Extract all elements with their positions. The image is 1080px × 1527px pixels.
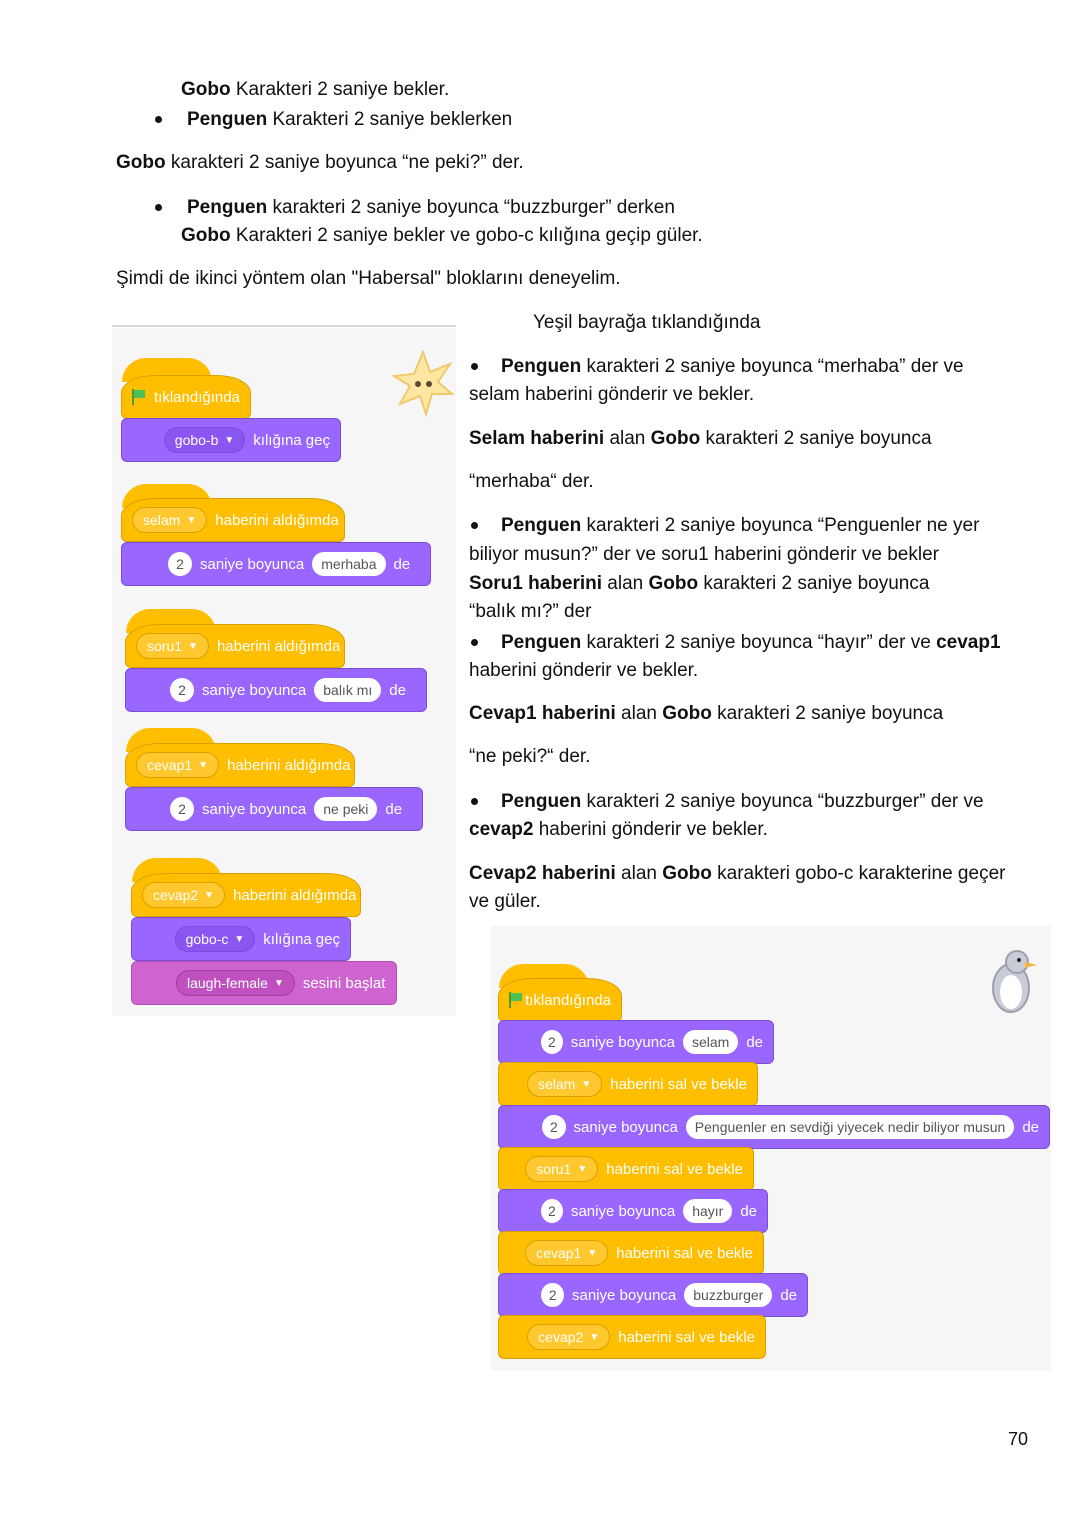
block-label: kılığına geç (253, 431, 330, 449)
block-label: saniye boyunca (202, 800, 307, 818)
seconds-input[interactable]: 2 (168, 552, 192, 576)
message-input[interactable]: selam (683, 1030, 738, 1054)
chevron-down-icon: ▼ (224, 434, 235, 446)
block-label: saniye boyunca (570, 1202, 676, 1220)
bullet (155, 204, 162, 211)
penguin-sprite-icon (987, 948, 1039, 1014)
when-receive-selam-block[interactable] (121, 498, 345, 542)
block-label: de (389, 681, 406, 699)
panel-divider (112, 325, 456, 327)
block-label: de (740, 1202, 757, 1220)
chevron-down-icon: ▼ (587, 1247, 598, 1259)
block-label: haberini aldığımda (227, 756, 351, 774)
bullet (471, 522, 478, 529)
block-label: haberini sal ve bekle (618, 1328, 755, 1346)
say-for-secs-block[interactable] (498, 1189, 768, 1233)
right-text-9: “balık mı?” der (469, 601, 592, 622)
say-for-secs-block[interactable] (498, 1020, 774, 1064)
broadcast-and-wait-block[interactable] (498, 1231, 764, 1275)
scratch-script-panel-penguin (491, 926, 1051, 1371)
when-receive-soru1-block[interactable] (125, 624, 345, 668)
when-flag-clicked-block[interactable] (121, 375, 251, 419)
green-flag-icon (509, 992, 517, 1008)
chevron-down-icon: ▼ (198, 759, 209, 771)
chevron-down-icon: ▼ (577, 1163, 588, 1175)
block-label: de (1022, 1118, 1039, 1136)
message-dropdown[interactable]: cevap2 ▼ (527, 1324, 610, 1350)
broadcast-and-wait-block[interactable] (498, 1062, 758, 1106)
block-label: de (780, 1286, 797, 1304)
message-dropdown[interactable]: selam ▼ (527, 1071, 602, 1097)
block-label: haberini sal ve bekle (616, 1244, 753, 1262)
right-text-11: haberini gönderir ve bekler. (469, 660, 699, 681)
when-receive-cevap1-block[interactable] (125, 743, 355, 787)
scratch-script-panel-gobo (112, 328, 456, 1016)
bullet (155, 116, 162, 123)
right-text-6: Penguen karakteri 2 saniye boyunca “Penguenler ne yer (501, 515, 980, 536)
message-input[interactable]: balık mı (314, 678, 381, 702)
right-text-4: Selam haberini alan Gobo karakteri 2 saniye boyunca (469, 428, 932, 449)
block-label: haberini aldığımda (215, 511, 339, 529)
intro-line-1: Gobo Karakteri 2 saniye bekler. (181, 79, 450, 100)
say-for-secs-block[interactable] (125, 668, 427, 712)
message-dropdown[interactable]: cevap2 ▼ (142, 882, 225, 908)
when-receive-cevap2-block[interactable] (131, 873, 361, 917)
seconds-input[interactable]: 2 (170, 797, 194, 821)
right-text-12: Cevap1 haberini alan Gobo karakteri 2 saniye boyunca (469, 703, 944, 724)
block-label: sesini başlat (302, 974, 386, 992)
right-text-10: Penguen karakteri 2 saniye boyunca “hayır” der ve cevap1 (501, 632, 1001, 653)
right-text-13: “ne peki?“ der. (469, 746, 591, 767)
right-text-14: Penguen karakteri 2 saniye boyunca “buzzburger” der ve (501, 791, 984, 812)
block-label: haberini aldığımda (233, 886, 357, 904)
message-input[interactable]: merhaba (312, 552, 385, 576)
right-text-15: cevap2 haberini gönderir ve bekler. (469, 819, 768, 840)
page-number: 70 (1008, 1429, 1029, 1449)
block-label: de (746, 1033, 763, 1051)
broadcast-and-wait-block[interactable] (498, 1315, 766, 1359)
block-label: haberini aldığımda (216, 637, 341, 655)
intro-line-6: Şimdi de ikinci yöntem olan "Habersal" bloklarını deneyelim. (116, 268, 621, 289)
block-label: saniye boyunca (570, 1033, 675, 1051)
seconds-input[interactable]: 2 (541, 1199, 563, 1223)
chevron-down-icon: ▼ (204, 889, 215, 901)
seconds-input[interactable]: 2 (170, 678, 194, 702)
message-input[interactable]: Penguenler en sevdiği yiyecek nedir biliyor musun (686, 1115, 1015, 1139)
right-text-17: ve güler. (469, 891, 541, 912)
message-dropdown[interactable]: soru1 ▼ (525, 1156, 598, 1182)
say-for-secs-block[interactable] (498, 1273, 808, 1317)
seconds-input[interactable]: 2 (541, 1283, 564, 1307)
right-text-1: Yeşil bayrağa tıklandığında (533, 312, 761, 333)
right-text-5: “merhaba“ der. (469, 471, 594, 492)
when-flag-clicked-block[interactable] (498, 978, 622, 1022)
switch-costume-block[interactable] (131, 917, 351, 961)
intro-line-4: Penguen karakteri 2 saniye boyunca “buzzburger” derken (187, 197, 675, 218)
message-input[interactable]: hayır (683, 1199, 732, 1223)
sound-dropdown[interactable]: laugh-female ▼ (176, 970, 295, 996)
block-label: saniye boyunca (202, 681, 307, 699)
costume-dropdown[interactable]: gobo-b ▼ (164, 427, 246, 453)
message-input[interactable]: ne peki (314, 797, 377, 821)
intro-line-5: Gobo Karakteri 2 saniye bekler ve gobo-c kılığına geçip güler. (181, 225, 703, 246)
right-text-3: selam haberini gönderir ve bekler. (469, 384, 755, 405)
right-text-8: Soru1 haberini alan Gobo karakteri 2 saniye boyunca (469, 573, 930, 594)
chevron-down-icon: ▼ (188, 640, 198, 652)
switch-costume-block[interactable] (121, 418, 341, 462)
green-flag-icon (132, 389, 146, 405)
block-label: de (393, 555, 411, 573)
block-label: de (385, 800, 403, 818)
message-input[interactable]: buzzburger (684, 1283, 772, 1307)
broadcast-and-wait-block[interactable] (498, 1147, 754, 1191)
intro-line-2: Penguen Karakteri 2 saniye beklerken (187, 109, 513, 130)
message-dropdown[interactable]: selam ▼ (132, 507, 207, 533)
block-label: saniye boyunca (572, 1286, 677, 1304)
block-label: tıklandığında (154, 388, 240, 406)
chevron-down-icon: ▼ (589, 1331, 600, 1343)
right-text-2: Penguen karakteri 2 saniye boyunca “merhaba” der ve (501, 356, 964, 377)
right-text-16: Cevap2 haberini alan Gobo karakteri gobo-c karakterine geçer (469, 863, 1006, 884)
intro-line-3: Gobo karakteri 2 saniye boyunca “ne peki?” der. (116, 152, 524, 173)
block-label: tıklandığında (525, 991, 611, 1009)
right-text-7: biliyor musun?” der ve soru1 haberini gönderir ve bekler (469, 544, 939, 565)
start-sound-block[interactable] (131, 961, 397, 1005)
block-label: haberini sal ve bekle (610, 1075, 747, 1093)
seconds-input[interactable]: 2 (542, 1115, 565, 1139)
say-for-secs-block[interactable] (121, 542, 431, 586)
chevron-down-icon: ▼ (273, 977, 284, 989)
seconds-input[interactable]: 2 (541, 1030, 563, 1054)
chevron-down-icon: ▼ (581, 1078, 592, 1090)
bullet (471, 639, 478, 646)
costume-dropdown[interactable]: gobo-c ▼ (175, 926, 256, 952)
chevron-down-icon: ▼ (234, 933, 245, 945)
block-label: kılığına geç (263, 930, 340, 948)
message-dropdown[interactable]: soru1 ▼ (136, 633, 209, 659)
say-for-secs-block[interactable] (498, 1105, 1050, 1149)
gobo-sprite-icon (392, 350, 454, 418)
message-dropdown[interactable]: cevap1 ▼ (525, 1240, 608, 1266)
message-dropdown[interactable]: cevap1 ▼ (136, 752, 219, 778)
block-label: saniye boyunca (200, 555, 305, 573)
bullet (471, 798, 478, 805)
bullet (471, 363, 478, 370)
say-for-secs-block[interactable] (125, 787, 423, 831)
block-label: haberini sal ve bekle (606, 1160, 743, 1178)
chevron-down-icon: ▼ (186, 514, 197, 526)
block-label: saniye boyunca (573, 1118, 678, 1136)
